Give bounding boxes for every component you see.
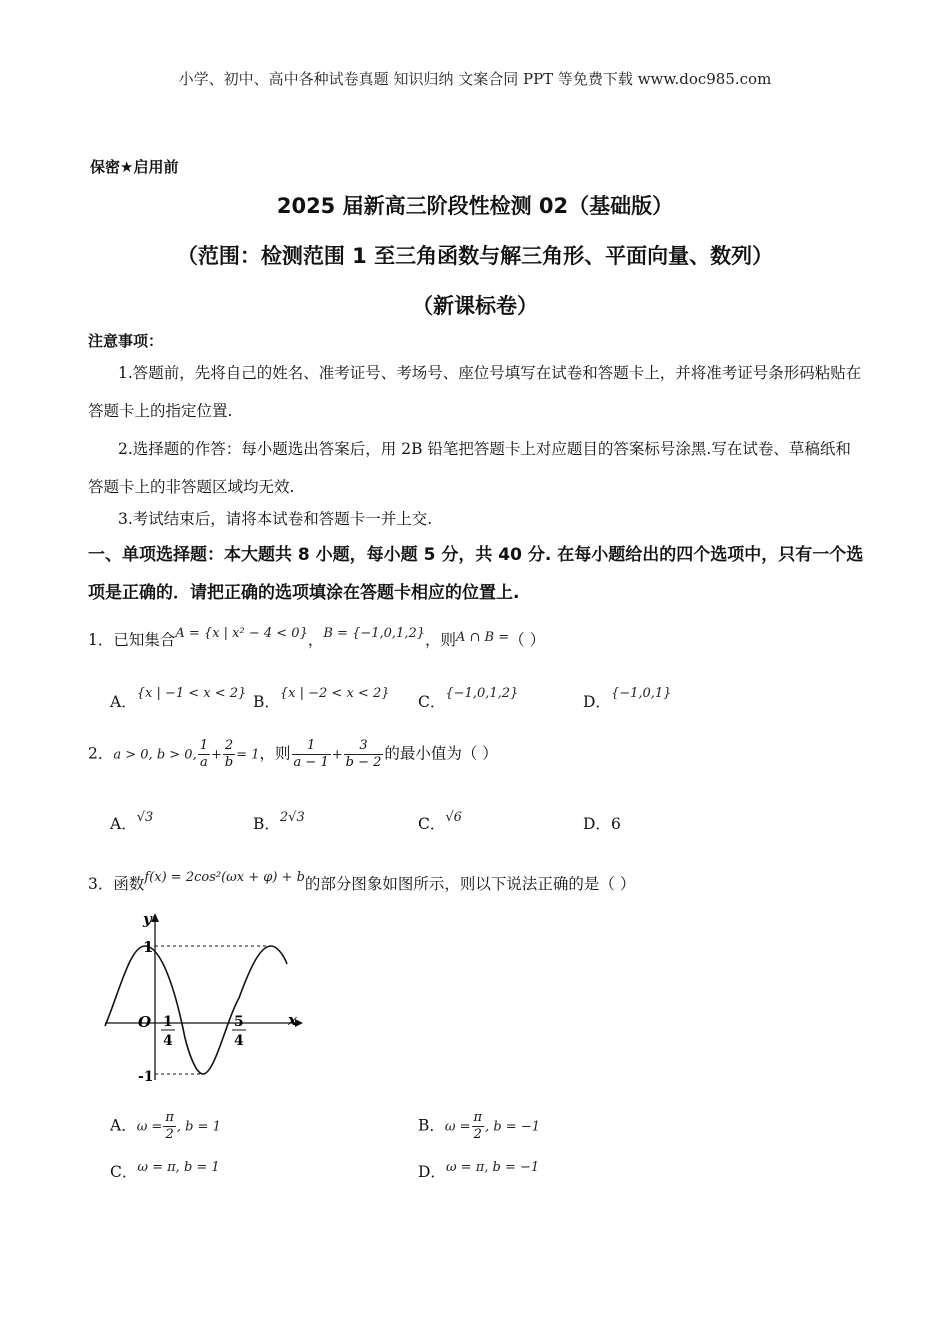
q1-comma: ， bbox=[307, 631, 324, 649]
option-suffix: , b = −1 bbox=[485, 1119, 540, 1135]
option-value: {−1,0,1,2} bbox=[445, 686, 519, 701]
notice-item-3: 3.考试结束后，请将本试卷和答题卡一并上交. bbox=[118, 510, 433, 528]
denominator: a bbox=[199, 755, 208, 770]
section-heading: 一、单项选择题：本大题共 8 小题，每小题 5 分，共 40 分. 在每小题给出的四个选项中，只有一个选项是正确的．请把正确的选项填涂在答题卡相应的位置上. bbox=[88, 545, 864, 603]
q2-number: 2． bbox=[88, 744, 114, 763]
q2-condition: a > 0, b > 0, bbox=[113, 747, 197, 763]
q3-option-c bbox=[110, 1160, 220, 1182]
option-fraction bbox=[472, 1110, 485, 1143]
q1-then: ，则 bbox=[425, 631, 457, 649]
option-prefix: ω = bbox=[444, 1119, 471, 1135]
q2-option-b bbox=[253, 812, 305, 834]
option-value: √3 bbox=[136, 810, 154, 825]
numerator: π bbox=[165, 1110, 174, 1125]
option-value: ω = π, b = −1 bbox=[445, 1160, 540, 1175]
exam-scope: （范围：检测范围 1 至三角函数与解三角形、平面向量、数列） bbox=[176, 244, 774, 268]
denominator: a − 1 bbox=[293, 755, 329, 770]
q2-fraction-2 bbox=[223, 738, 235, 771]
q1-ask: A ∩ B = bbox=[456, 630, 510, 645]
x-tick-1-numerator: 1 bbox=[163, 1014, 173, 1030]
option-label: D． bbox=[583, 693, 611, 711]
q3-function-graph bbox=[95, 908, 310, 1083]
option-label: C． bbox=[110, 1163, 138, 1181]
q1-number: 1．已知集合 bbox=[88, 631, 176, 649]
x-tick-2-denominator: 4 bbox=[234, 1033, 244, 1049]
option-label: B． bbox=[253, 693, 280, 711]
q2-fraction-4 bbox=[344, 738, 384, 771]
q3-option-a bbox=[110, 1110, 221, 1143]
q3-option-d bbox=[418, 1160, 539, 1182]
q2-option-c bbox=[418, 812, 462, 834]
cosine-curve bbox=[105, 946, 287, 1074]
denominator: b bbox=[224, 755, 234, 770]
q3-number: 3．函数 bbox=[88, 875, 145, 893]
option-label: C． bbox=[418, 815, 446, 833]
q1-option-c bbox=[418, 686, 519, 712]
plus-sign: + bbox=[210, 747, 222, 763]
q1-option-d bbox=[583, 686, 672, 712]
origin-label: O bbox=[138, 1013, 152, 1031]
option-label: D． bbox=[418, 1163, 446, 1181]
notice-heading: 注意事项： bbox=[88, 332, 164, 350]
notice-item-2: 2.选择题的作答：每小题选出答案后，用 2B 铅笔把答题卡上对应题目的答案标号涂黑.写在试卷、草稿纸和答题卡上的非答题区域均无效. bbox=[88, 440, 851, 496]
exam-title: 2025 届新高三阶段性检测 02（基础版） bbox=[276, 194, 674, 218]
option-value: {−1,0,1} bbox=[610, 686, 672, 701]
q1-option-b bbox=[253, 686, 390, 712]
y-tick-max: 1 bbox=[143, 938, 154, 956]
option-value: ω = π, b = 1 bbox=[137, 1160, 220, 1175]
q2-option-d bbox=[583, 812, 621, 834]
denominator: 2 bbox=[165, 1127, 174, 1142]
numerator: 1 bbox=[292, 738, 331, 755]
option-value: √6 bbox=[445, 810, 462, 825]
x-tick-1-denominator: 4 bbox=[163, 1033, 173, 1049]
plus-sign: + bbox=[331, 747, 343, 763]
question-3 bbox=[88, 872, 635, 894]
q1-set-a: A = {x | x² − 4 < 0} bbox=[175, 626, 308, 641]
confidential-label: 保密★启用前 bbox=[90, 158, 179, 176]
q2-tail: 的最小值为（ ） bbox=[384, 744, 498, 763]
y-tick-min: -1 bbox=[138, 1069, 154, 1083]
option-fraction bbox=[163, 1110, 176, 1143]
numerator: 2 bbox=[223, 738, 235, 755]
option-label: A． bbox=[110, 815, 137, 833]
q3-function: f(x) = 2cos²(ωx + φ) + b bbox=[144, 870, 305, 885]
numerator: π bbox=[473, 1110, 483, 1125]
numerator: 3 bbox=[344, 738, 384, 755]
notice-item-1: 1.答题前，先将自己的姓名、准考证号、考场号、座位号填写在试卷和答题卡上，并将准考证号条形码粘贴在答题卡上的指定位置. bbox=[88, 364, 862, 420]
q1-paren: （ ） bbox=[509, 631, 546, 649]
q2-fraction-3 bbox=[292, 738, 331, 771]
numerator: 1 bbox=[199, 738, 208, 753]
x-tick-2-numerator: 5 bbox=[234, 1014, 244, 1030]
option-label: A． bbox=[110, 1116, 137, 1135]
question-2 bbox=[88, 738, 498, 771]
q1-option-a bbox=[110, 686, 247, 712]
q1-set-b: B = {−1,0,1,2} bbox=[323, 626, 425, 641]
option-label: C． bbox=[418, 693, 446, 711]
q3-option-b bbox=[418, 1110, 540, 1143]
y-axis-label: y bbox=[143, 910, 152, 928]
option-label: A． bbox=[110, 693, 137, 711]
x-axis-label: x bbox=[288, 1011, 297, 1029]
y-axis-arrow-icon bbox=[151, 913, 159, 922]
option-value: 2√3 bbox=[279, 810, 305, 825]
option-prefix: ω = bbox=[136, 1119, 163, 1135]
option-value: 6 bbox=[610, 815, 621, 833]
exam-edition: （新课标卷） bbox=[412, 294, 538, 318]
denominator: 2 bbox=[473, 1127, 482, 1142]
option-suffix: , b = 1 bbox=[176, 1119, 221, 1135]
q2-fraction-1 bbox=[198, 738, 210, 771]
denominator: b − 2 bbox=[345, 755, 382, 770]
option-value: {x | −1 < x < 2} bbox=[136, 686, 247, 701]
q2-option-a bbox=[110, 812, 153, 834]
equals-one: = 1 bbox=[236, 747, 260, 763]
q3-tail: 的部分图象如图所示，则以下说法正确的是（ ） bbox=[304, 875, 636, 893]
question-1 bbox=[88, 628, 545, 650]
q2-then: ，则 bbox=[259, 744, 291, 763]
page-header: 小学、初中、高中各种试卷真题 知识归纳 文案合同 PPT 等免费下载 www.doc985.com bbox=[178, 70, 772, 88]
option-value: {x | −2 < x < 2} bbox=[279, 686, 390, 701]
option-label: D． bbox=[583, 815, 611, 833]
option-label: B． bbox=[253, 815, 280, 833]
option-label: B． bbox=[418, 1116, 445, 1135]
